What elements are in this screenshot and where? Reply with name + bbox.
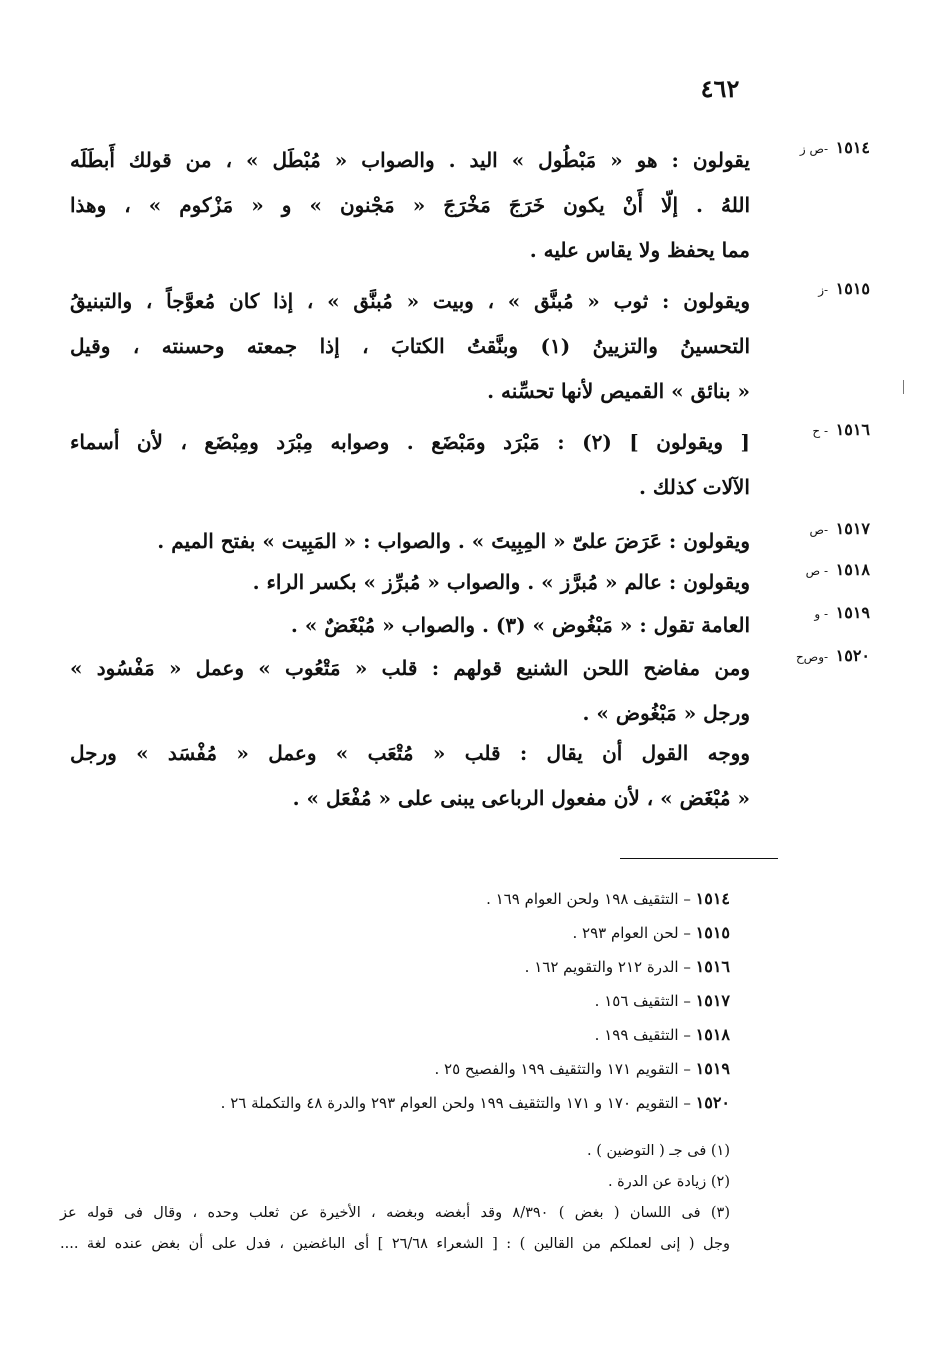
footnote-item: (١) فى جـ ( التوضين ) .: [587, 1143, 730, 1159]
entry-code: -وص‌ح: [795, 650, 829, 664]
entry-code: -ص: [809, 523, 829, 537]
entry-line: يقولون : هو « مَبْطُول » اليد . والصواب « مُبْطَل » ، من قولك أَبطَلَه: [70, 148, 750, 172]
entry-code: - و: [814, 607, 829, 621]
page-number: ٤٦٢: [700, 74, 740, 103]
entry-line: ويقولون : عالم « مُبرَّز » . والصواب « مُبرِّز » بكسر الراء .: [252, 570, 750, 594]
source-item: ١٥١٦ – الدرة ٢١٢ والتقويم ١٦٢ .: [524, 957, 730, 976]
entry-number: ١٥١٩: [835, 603, 870, 622]
entry-line: ومن مفاضح اللحن الشنيع قولهم : قلب « مَتْعُوب » وعمل « مَفْسُود »: [70, 656, 750, 680]
entry-code: -ز: [818, 283, 829, 297]
footnote-item: (٣) فى اللسان ( بغض ) ٨/٣٩٠ وقد أبغضه وبغضه ، الأخيرة عن ثعلب وحده ، وقال فى قوله عز: [60, 1205, 730, 1221]
entry-line: مما يحفظ ولا يقاس عليه .: [529, 238, 750, 262]
footnote-item: (٢) زيادة عن الدرة .: [607, 1174, 730, 1190]
footnote-item: وجل ( إنى لعملكم من القالين ) : [ الشعراء ٢٦/٦٨ ] أى الباغضين ، فدل على أن بغض عنده لغة ....: [60, 1236, 731, 1252]
entry-line: اللهُ . إلّا أَنْ يكون خَرَجَ مَخْرَجَ « مَجْنون » و « مَزْكوم » ، وهذا: [70, 193, 750, 217]
entry-line: ويقولون : ثوب « مُبنَّق » ، وبيت « مُبنَّق » ، إذا كان مُعوَّجاً ، والتبنيقُ: [70, 289, 750, 313]
entry-line: [ ويقولون ] (٢) : مَبْرَد ومَبْضَع . وصوابه مِبْرَد ومِبْضَع ، لأن أسماء: [70, 430, 750, 454]
entry-line: ورجل « مَبْغُوض » .: [582, 701, 750, 725]
entry-number: ١٥٢٠: [835, 646, 870, 665]
continuation-paragraph: [70, 731, 750, 821]
source-item: ١٥١٤ – التثقيف ١٩٨ ولحن العوام ١٦٩ .: [486, 889, 730, 908]
entry-line: « بنائق » القميص لأنها تحسِّنه .: [487, 379, 750, 403]
continuation-line: « مُبْغَض » ، لأن مفعول الرباعى يبنى على « مُفْعَل » .: [292, 786, 750, 810]
footnotes-list: [60, 1136, 730, 1260]
entry-number: ١٥١٧: [835, 519, 870, 538]
entry-line: ويقولون : عَرَضَ علىّ « المِبِيتَ » . والصواب : « المَبِيت » بفتح الميم .: [157, 529, 750, 553]
source-item: ١٥١٧ – التثقيف ١٥٦ .: [594, 991, 730, 1010]
source-item: ١٥١٩ – التقويم ١٧١ والتثقيف ١٩٩ والفصيح ٢٥ .: [434, 1059, 730, 1078]
entry-line: التحسينُ والتزيينُ (١) وبنَّقتُ الكتابَ ، إذا جمعته وحسنته ، وقيل: [70, 334, 750, 358]
entry-code: - ح: [812, 424, 829, 438]
entry-line: العامة تقول : « مَبْغُوض » (٣) . والصواب « مُبْغَضٌ » .: [290, 613, 750, 637]
footnote-divider: [620, 858, 778, 859]
continuation-line: ووجه القول أن يقال : قلب « مُتْعَب » وعمل « مُفْسَد » ورجل: [70, 741, 750, 765]
sources-list: [60, 882, 730, 1120]
entry-number: ١٥١٨: [835, 560, 870, 579]
entry-number: ١٥١٤: [835, 138, 870, 157]
entry-number: ١٥١٦: [835, 420, 870, 439]
entry-number: ١٥١٥: [835, 279, 870, 298]
margin-mark: [903, 380, 904, 394]
entry-line: الآلات كذلك .: [638, 475, 750, 499]
source-item: ١٥٢٠ – التقويم ١٧٠ و ١٧١ والتثقيف ١٩٩ ولحن العوام ٢٩٣ والدرة ٤٨ والتكملة ٢٦ .: [220, 1093, 730, 1112]
source-item: ١٥١٨ – التثقيف ١٩٩ .: [594, 1025, 730, 1044]
entry-code: - ص: [805, 564, 829, 578]
source-item: ١٥١٥ – لحن العوام ٢٩٣ .: [572, 923, 730, 942]
entry-code: -ص ز: [799, 142, 829, 156]
